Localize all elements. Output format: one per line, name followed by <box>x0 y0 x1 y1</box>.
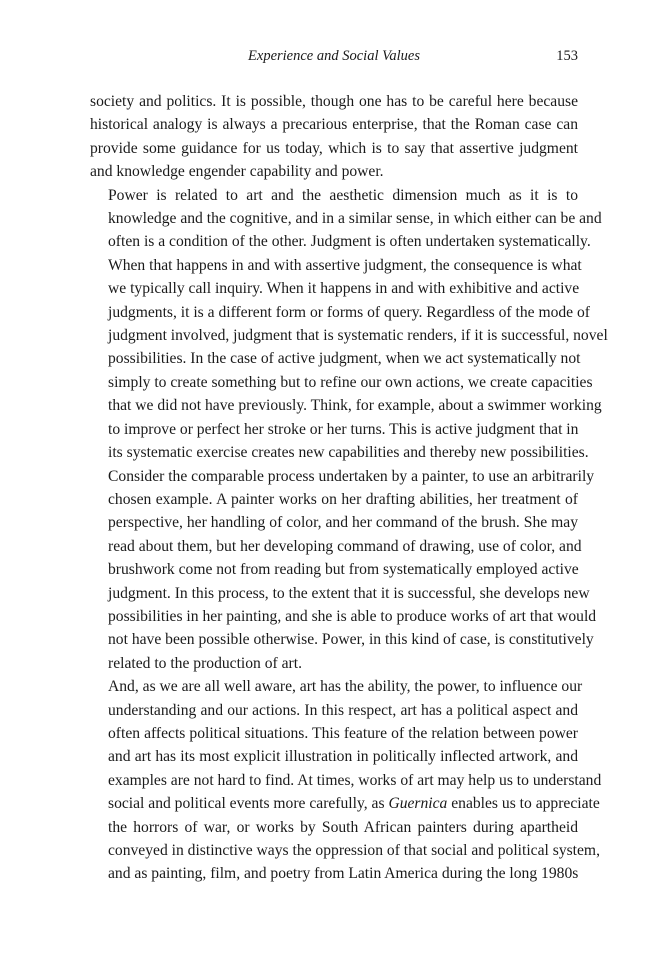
text-line <box>90 792 600 815</box>
text-line: Power is related to art and the aesthetic dimension much as it is to <box>108 186 578 204</box>
page-number: 153 <box>556 48 578 64</box>
text-line: Consider the comparable process undertaken by a painter, to use an arbitrarily <box>108 467 595 485</box>
text-line: And, as we are all well aware, art has the ability, the power, to influence our <box>108 678 583 696</box>
paragraph-3 <box>90 675 602 886</box>
text-line: we typically call inquiry. When it happens in and with exhibitive and active <box>108 280 580 298</box>
text-line: chosen example. A painter works on her drafting abilities, her treatment of <box>108 490 578 508</box>
paragraph-1 <box>90 90 578 184</box>
text-line: simply to create something but to refine our own actions, we create capacities <box>108 373 593 391</box>
text-line: examples are not hard to find. At times, works of art may help us to understand <box>108 771 602 789</box>
text-line: possibilities in her painting, and she is able to produce works of art that would <box>108 607 597 625</box>
text-line: understanding and our actions. In this respect, art has a political aspect and <box>108 701 578 719</box>
text-segment: social and political events more carefully, as <box>108 795 389 813</box>
text-line: judgment involved, judgment that is systematic renders, if it is successful, novel <box>108 327 608 345</box>
text-line: the horrors of war, or works by South African painters during apartheid <box>108 818 578 836</box>
running-head <box>90 46 578 66</box>
artwork-title: Guernica <box>388 795 448 813</box>
text-line: When that happens in and with assertive judgment, the consequence is what <box>108 256 582 274</box>
text-line: judgments, it is a different form or forms of query. Regardless of the mode of <box>108 303 590 321</box>
text-line: and art has its most explicit illustration in politically inflected artwork, and <box>108 748 578 766</box>
text-line: knowledge and the cognitive, and in a similar sense, in which either can be and <box>108 210 602 228</box>
text-line: related to the production of art. <box>108 654 302 672</box>
paragraph-2 <box>90 184 608 676</box>
text-line: perspective, her handling of color, and her command of the brush. She may <box>108 514 578 532</box>
text-segment: enables us to appreciate <box>447 795 600 813</box>
body-text <box>90 90 608 886</box>
text-line: provide some guidance for us today, which is to say that assertive judgment <box>90 139 578 157</box>
text-line: not have been possible otherwise. Power, in this kind of case, is constitutively <box>108 631 594 649</box>
text-line: historical analogy is always a precarious enterprise, that the Roman case can <box>90 116 578 134</box>
text-line: brushwork come not from reading but from systematically employed active <box>108 561 579 579</box>
text-line: often is a condition of the other. Judgment is often undertaken systematically. <box>108 233 591 251</box>
text-line: its systematic exercise creates new capabilities and thereby new possibilities. <box>108 444 589 462</box>
running-title: Experience and Social Values <box>248 48 420 64</box>
text-line: conveyed in distinctive ways the oppression of that social and political system, <box>108 842 600 859</box>
text-line: judgment. In this process, to the extent that it is successful, she develops new <box>108 584 590 602</box>
text-line: and knowledge engender capability and power. <box>90 163 384 181</box>
text-line: often affects political situations. This feature of the relation between power <box>108 724 578 742</box>
text-line: that we did not have previously. Think, for example, about a swimmer working <box>108 397 602 415</box>
text-line: possibilities. In the case of active judgment, when we act systematically not <box>108 350 581 368</box>
text-line: society and politics. It is possible, though one has to be careful here because <box>90 93 578 110</box>
text-line: read about them, but her developing command of drawing, use of color, and <box>108 537 582 555</box>
text-line: and as painting, film, and poetry from Latin America during the long 1980s <box>108 865 579 883</box>
text-line: to improve or perfect her stroke or her turns. This is active judgment that in <box>108 420 579 438</box>
